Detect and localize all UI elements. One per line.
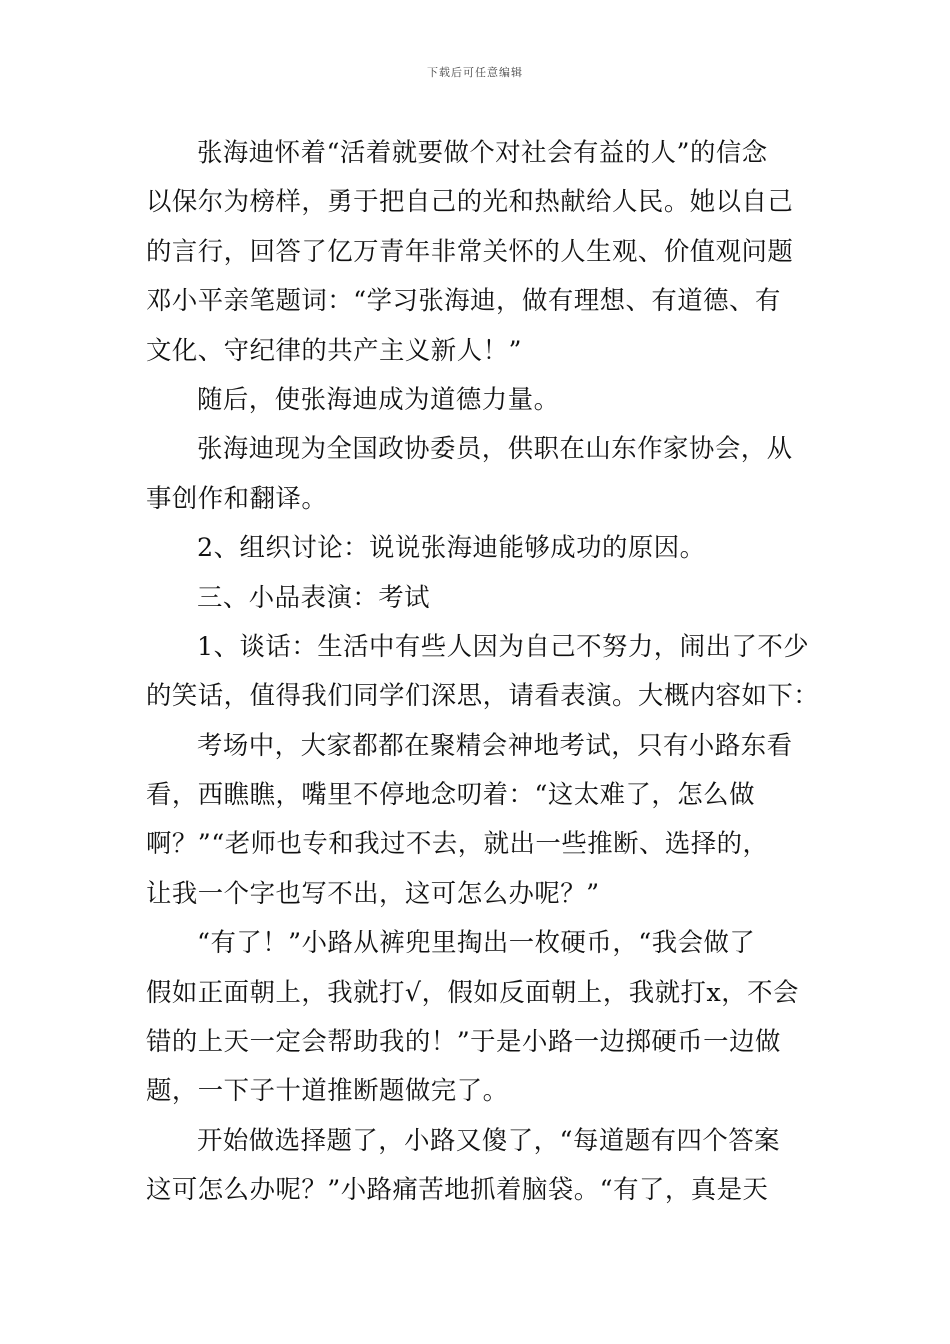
text-line: 让我一个字也写不出，这可怎么办呢？” — [146, 877, 600, 908]
text-line: 错的上天一定会帮助我的！”于是小路一边掷硬币一边做 — [146, 1026, 781, 1057]
text-line: 随后，使张海迪成为道德力量。 — [197, 383, 560, 414]
body-text — [146, 128, 820, 1215]
text-line: 考场中，大家都都在聚精会神地考试，只有小路东看 — [197, 729, 793, 760]
text-line: “有了！”小路从裤兜里掏出一枚硬币，“我会做了 — [197, 927, 756, 958]
text-line: 事创作和翻译。 — [146, 482, 328, 513]
text-line: 2、组织讨论：说说张海迪能够成功的原因。 — [197, 532, 706, 563]
text-line: 这可怎么办呢？”小路痛苦地抓着脑袋。“有了，真是天 — [146, 1174, 769, 1205]
text-line: 的言行，回答了亿万青年非常关怀的人生观、价值观问题 — [146, 235, 794, 266]
page-header: 下载后可任意编辑 — [427, 66, 523, 79]
text-line: 文化、守纪律的共产主义新人！” — [146, 334, 522, 365]
text-line: 假如正面朝上，我就打√，假如反面朝上，我就打x，不会 — [146, 976, 799, 1007]
text-line: 啊？”“老师也专和我过不去，就出一些推断、选择的， — [146, 828, 769, 859]
text-line: 邓小平亲笔题词：“学习张海迪，做有理想、有道德、有 — [146, 285, 781, 316]
text-line: 的笑话，值得我们同学们深思，请看表演。大概内容如下： — [146, 680, 820, 711]
text-line: 看，西瞧瞧，嘴里不停地念叨着：“这太难了，怎么做 — [146, 779, 755, 810]
text-line: 开始做选择题了，小路又傻了，“每道题有四个答案 — [197, 1124, 781, 1155]
text-line: 张海迪现为全国政协委员，供职在山东作家协会，从 — [197, 433, 793, 464]
text-line: 1、谈话：生活中有些人因为自己不努力，闹出了不少 — [197, 630, 810, 661]
text-line: 三、小品表演：考试 — [197, 581, 431, 612]
text-line: 以保尔为榜样，勇于把自己的光和热献给人民。她以自己 — [146, 186, 794, 217]
text-line: 题，一下子十道推断题做完了。 — [146, 1075, 509, 1106]
text-line: 张海迪怀着“活着就要做个对社会有益的人”的信念 — [197, 137, 768, 167]
